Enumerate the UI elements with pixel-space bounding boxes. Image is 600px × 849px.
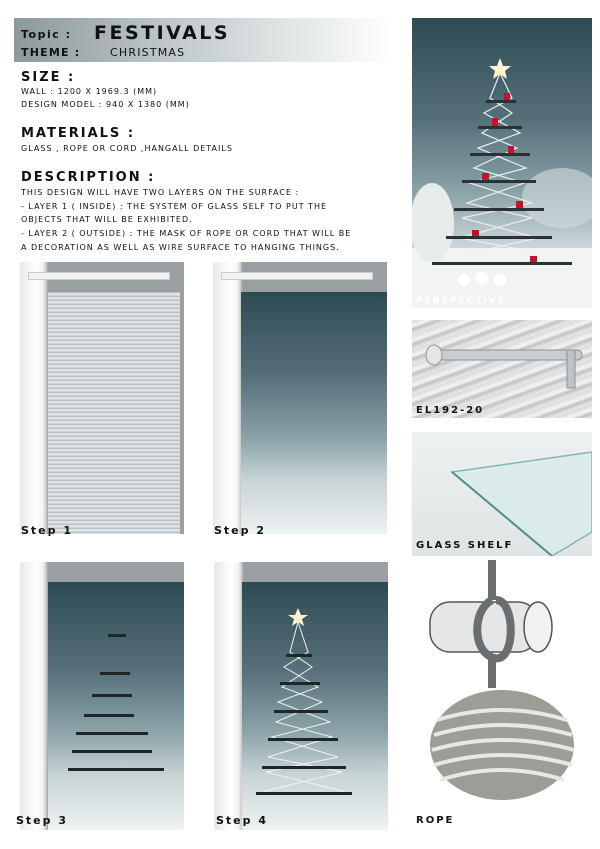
step-4-image [214, 562, 388, 830]
materials-heading: MATERIALS : [21, 126, 136, 141]
rope-image [412, 560, 592, 810]
step-2-image [213, 262, 387, 534]
step-1-image [20, 262, 184, 534]
description-line-5: A DECORATION AS WELL AS WIRE SURFACE TO HANGING THINGS. [21, 243, 340, 252]
size-line-1: WALL : 1200 X 1969.3 (MM) [21, 87, 158, 96]
step-3-caption: Step 3 [16, 814, 68, 827]
rail-image [412, 320, 592, 418]
perspective-caption: PERSPECTIVE [416, 296, 507, 306]
glass-shelves-drawing [48, 582, 184, 830]
description-line-2: - LAYER 1 ( INSIDE) : THE SYSTEM OF GLASS SELF TO PUT THE [21, 202, 328, 211]
rail-caption: EL192-20 [416, 405, 485, 416]
theme-value: CHRISTMAS [110, 46, 186, 59]
rope-caption: ROPE [416, 815, 455, 826]
topic-label: Topic : [21, 28, 72, 41]
size-heading: SIZE : [21, 70, 76, 85]
description-line-3: OBJECTS THAT WILL BE EXHIBITED. [21, 215, 193, 224]
rail-hook-drawing [412, 320, 592, 418]
size-line-2: DESIGN MODEL : 940 X 1380 (MM) [21, 100, 190, 109]
step-1-caption: Step 1 [21, 524, 73, 537]
description-line-1: THIS DESIGN WILL HAVE TWO LAYERS ON THE SURFACE : [21, 188, 300, 197]
theme-label: THEME : [21, 46, 81, 59]
description-heading: DESCRIPTION : [21, 170, 156, 185]
perspective-image [412, 18, 592, 308]
step-4-tree-drawing [242, 582, 388, 830]
christmas-tree-drawing [412, 18, 592, 308]
step-2-caption: Step 2 [214, 524, 266, 537]
glass-shelf-caption: GLASS SHELF [416, 540, 514, 551]
description-line-4: - LAYER 2 ( OUTSIDE) : THE MASK OF ROPE OR CORD THAT WILL BE [21, 229, 352, 238]
glass-shelf-image [412, 432, 592, 556]
step-3-image [20, 562, 184, 830]
materials-line: GLASS , ROPE OR CORD ,HANGALL DETAILS [21, 144, 233, 153]
glass-shelf-drawing [412, 432, 592, 556]
rope-drawing [412, 560, 592, 810]
topic-value: FESTIVALS [94, 22, 231, 44]
step-4-caption: Step 4 [216, 814, 268, 827]
